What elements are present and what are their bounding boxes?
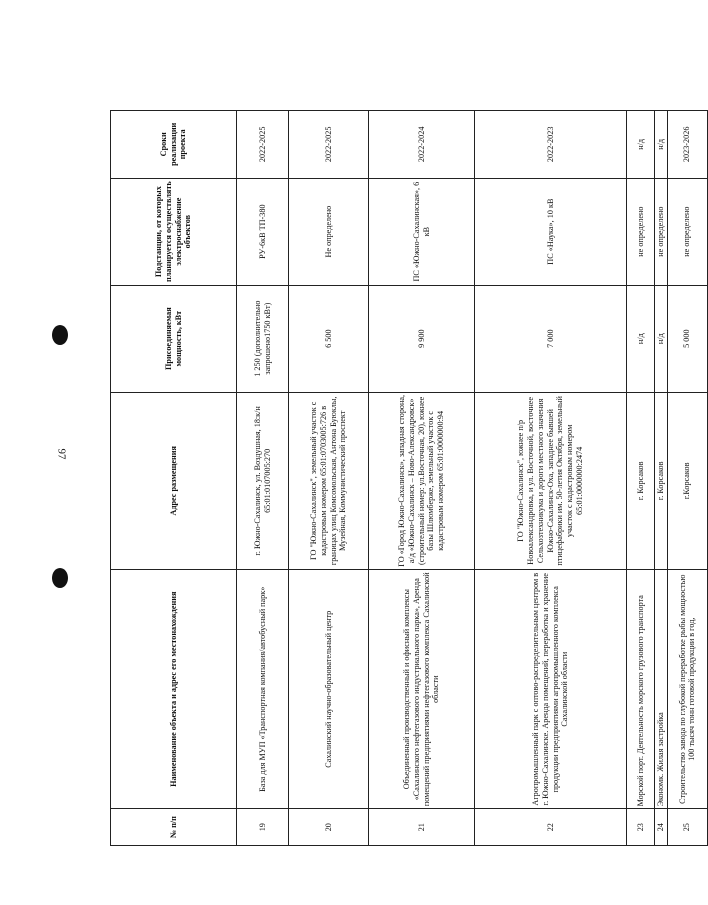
cell-address: г.Корсаков xyxy=(667,392,707,569)
cell-address: ГО "Южно-Сахалинск", земельный участок с кадастровым номером 65:01:0703005:726 в границах улиц Комсомольская, Антона Буюклы, Музейная, Коммунистический проспект xyxy=(289,392,369,569)
page-number: 97 xyxy=(55,448,68,460)
punch-hole-mark xyxy=(52,568,68,588)
cell-power: 5 000 xyxy=(667,285,707,392)
table-row xyxy=(627,111,655,846)
cell-power: 6 500 xyxy=(289,285,369,392)
cell-num: 24 xyxy=(655,809,668,846)
cell-name: Агропромышленный парк с оптово-распределительным центром в г. Южно-Сахалинске. Аренда помещений, переработка и хранение продукции предприятиями агропромышленного комплекса Сахалинской области xyxy=(475,570,627,809)
cell-power: н/д xyxy=(627,285,655,392)
cell-source: не определено xyxy=(667,178,707,285)
cell-address: ГО «Город Южно-Сахалинск», западная сторона, а/д «Южно-Сахалинск – Ново-Александровск» (строительный номер: ул.Восточная, 20), южнее базы Шлюмберже, земельный участок с кадастровым номером 65:01:0000000:94 xyxy=(369,392,475,569)
cell-source: ПС «Наука», 10 кВ xyxy=(475,178,627,285)
cell-num: 22 xyxy=(475,809,627,846)
cell-power: 1 250 (дополнительно запрошено1750 кВт) xyxy=(237,285,289,392)
cell-source: не определено xyxy=(655,178,668,285)
table-row xyxy=(369,111,475,846)
cell-address: ГО "Южно-Сахалинск", южнее п/р Новоалександровка, и ул. Восточной, восточнее Сельхозтехникума и дороги местного значения Южно-Сахалинск-Оха, западнее бывшей птицефабрики им. 50-летия Октября, земельный участок с кадастровым номером 65:01:0000000:2474 xyxy=(475,392,627,569)
cell-power: н/д xyxy=(655,285,668,392)
header-source: Подстанции, от которых планируется осуществлять электроснабжение объектов xyxy=(111,178,237,285)
cell-num: 21 xyxy=(369,809,475,846)
cell-term: н/д xyxy=(627,111,655,179)
cell-term: н/д xyxy=(655,111,668,179)
cell-term: 2022-2025 xyxy=(289,111,369,179)
cell-num: 25 xyxy=(667,809,707,846)
cell-power: 9 900 xyxy=(369,285,475,392)
cell-term: 2022-2024 xyxy=(369,111,475,179)
table-header-row xyxy=(111,111,237,846)
cell-name: Объединенный производственный и офисный комплексы «Сахалинского нефтегазового индустриального парка», Аренда помещений предприятиями нефтегазового комплекса Сахалинской области xyxy=(369,570,475,809)
table-row xyxy=(475,111,627,846)
cell-address: г. Южно-Сахалинск, ул. Воздушная, 18:к/н 65:01:0107005:270 xyxy=(237,392,289,569)
cell-source: ПС «Южно-Сахалинская», 6 кВ xyxy=(369,178,475,285)
cell-term: 2023-2026 xyxy=(667,111,707,179)
cell-name: Морской порт. Деятельность морского грузового транспорта xyxy=(627,570,655,809)
cell-term: 2022-2023 xyxy=(475,111,627,179)
cell-address: г. Корсаков xyxy=(627,392,655,569)
punch-hole-mark xyxy=(52,325,68,345)
header-name: Наименование объекта и адрес его местонахождения xyxy=(111,570,237,809)
rotated-table-container xyxy=(110,110,697,846)
header-num: № п/п xyxy=(111,809,237,846)
cell-power: 7 000 xyxy=(475,285,627,392)
table-row xyxy=(655,111,668,846)
cell-address: г. Корсаков xyxy=(655,392,668,569)
cell-name: Строительство завода по глубокой переработке рыбы мощностью 100 тысяч тонн готовой продукции в год, xyxy=(667,570,707,809)
table-row xyxy=(289,111,369,846)
header-address: Адрес размещения xyxy=(111,392,237,569)
cell-name: Экономк. Жилая застройка xyxy=(655,570,668,809)
cell-source: Не определено xyxy=(289,178,369,285)
facilities-table xyxy=(110,110,708,846)
table-row xyxy=(237,111,289,846)
header-term: Сроки реализации проекта xyxy=(111,111,237,179)
cell-name: Сахалинский научно-образовательный центр xyxy=(289,570,369,809)
cell-num: 23 xyxy=(627,809,655,846)
cell-num: 20 xyxy=(289,809,369,846)
cell-num: 19 xyxy=(237,809,289,846)
cell-source: РУ-6кВ ТП-380 xyxy=(237,178,289,285)
table-row xyxy=(667,111,707,846)
header-power: Присоединяемая мощность, кВт xyxy=(111,285,237,392)
cell-name: База для МУП «Транспортная компания/автобусный парк» xyxy=(237,570,289,809)
cell-source: не определено xyxy=(627,178,655,285)
cell-term: 2022-2025 xyxy=(237,111,289,179)
